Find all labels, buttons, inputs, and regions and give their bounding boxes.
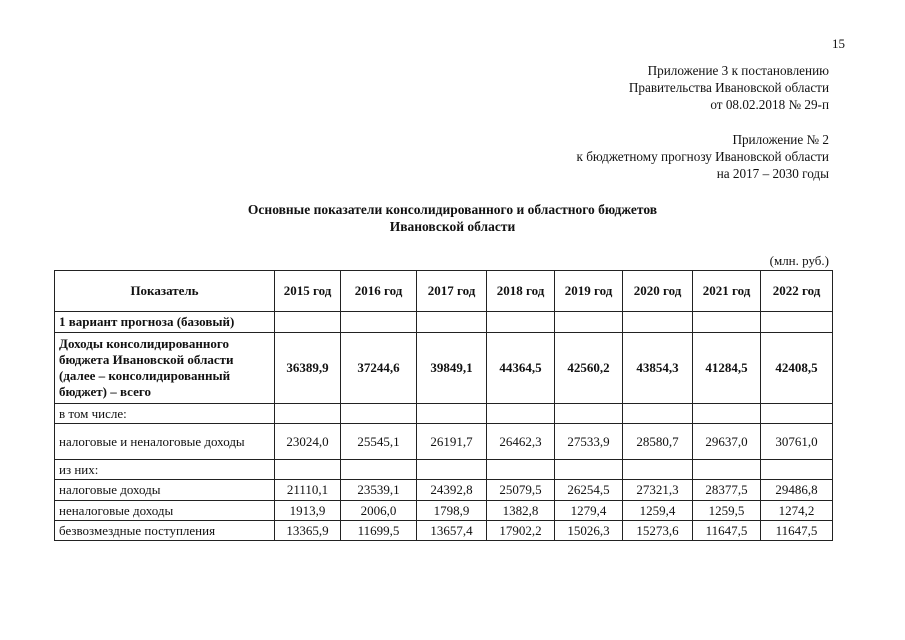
table-cell: 39849,1 [417, 333, 487, 404]
table-cell: 1913,9 [275, 501, 341, 521]
appendix-line: к бюджетному прогнозу Ивановской области [576, 149, 829, 164]
table-cell: 17902,2 [487, 521, 555, 541]
table-cell [417, 404, 487, 424]
table-row [55, 480, 833, 501]
table-cell: 27321,3 [623, 480, 693, 501]
table-cell: 26462,3 [487, 424, 555, 460]
table-cell: 24392,8 [417, 480, 487, 501]
table-cell: 1798,9 [417, 501, 487, 521]
table-cell: 27533,9 [555, 424, 623, 460]
row-label: в том числе: [55, 404, 275, 424]
column-header: 2022 год [761, 271, 833, 312]
title-line: Ивановской области [389, 219, 516, 234]
row-label: налоговые доходы [55, 480, 275, 501]
table-cell: 36389,9 [275, 333, 341, 404]
table-cell: 15273,6 [623, 521, 693, 541]
table-cell: 42408,5 [761, 333, 833, 404]
table-cell [341, 312, 417, 333]
table-row [55, 404, 833, 424]
column-header: 2018 год [487, 271, 555, 312]
title-line: Основные показатели консолидированного и областного бюджетов [247, 202, 658, 217]
column-header: 2020 год [623, 271, 693, 312]
table-cell [417, 460, 487, 480]
table-cell: 1279,4 [555, 501, 623, 521]
table-cell: 11647,5 [761, 521, 833, 541]
budget-table [54, 270, 833, 541]
table-cell [623, 460, 693, 480]
document-title [0, 201, 905, 235]
table-cell [761, 404, 833, 424]
table-row [55, 460, 833, 480]
column-header: 2021 год [693, 271, 761, 312]
table-cell: 15026,3 [555, 521, 623, 541]
table-cell: 13365,9 [275, 521, 341, 541]
column-header: Показатель [55, 271, 275, 312]
table-cell: 29486,8 [761, 480, 833, 501]
page-number: 15 [832, 36, 845, 51]
table-cell: 1382,8 [487, 501, 555, 521]
table-cell [341, 404, 417, 424]
row-label: Доходы консолидированного бюджета Ивановской области (далее – консолидированный бюджет) – всего [55, 333, 275, 404]
table-cell: 25079,5 [487, 480, 555, 501]
table-row [55, 501, 833, 521]
table-cell: 28377,5 [693, 480, 761, 501]
table-cell: 25545,1 [341, 424, 417, 460]
appendix-reference [629, 62, 829, 113]
table-cell [693, 460, 761, 480]
table-cell: 1259,5 [693, 501, 761, 521]
table-cell: 11647,5 [693, 521, 761, 541]
table-cell [341, 460, 417, 480]
table-cell [487, 460, 555, 480]
table-cell: 23024,0 [275, 424, 341, 460]
table-cell: 26191,7 [417, 424, 487, 460]
appendix-line: от 08.02.2018 № 29-п [710, 97, 829, 112]
row-label: налоговые и неналоговые доходы [55, 424, 275, 460]
table-cell: 26254,5 [555, 480, 623, 501]
table-cell: 43854,3 [623, 333, 693, 404]
appendix-line: Приложение № 2 [732, 132, 829, 147]
row-label: неналоговые доходы [55, 501, 275, 521]
table-row [55, 312, 833, 333]
column-header: 2017 год [417, 271, 487, 312]
table-cell: 37244,6 [341, 333, 417, 404]
table-cell: 42560,2 [555, 333, 623, 404]
table-cell: 1274,2 [761, 501, 833, 521]
table-cell [487, 404, 555, 424]
table-cell: 1259,4 [623, 501, 693, 521]
row-label: 1 вариант прогноза (базовый) [55, 312, 275, 333]
table-cell [623, 404, 693, 424]
table-cell [761, 312, 833, 333]
table-cell [275, 460, 341, 480]
table-cell [275, 404, 341, 424]
table-header-row [55, 271, 833, 312]
table-cell: 2006,0 [341, 501, 417, 521]
table-cell [761, 460, 833, 480]
table-cell: 21110,1 [275, 480, 341, 501]
table-cell: 28580,7 [623, 424, 693, 460]
table-cell: 23539,1 [341, 480, 417, 501]
row-label: из них: [55, 460, 275, 480]
table-cell: 13657,4 [417, 521, 487, 541]
table-cell [623, 312, 693, 333]
units-label: (млн. руб.) [769, 253, 829, 268]
table-row [55, 521, 833, 541]
table-cell: 41284,5 [693, 333, 761, 404]
table-cell [275, 312, 341, 333]
table-cell [693, 404, 761, 424]
table-cell: 44364,5 [487, 333, 555, 404]
column-header: 2019 год [555, 271, 623, 312]
table-cell [693, 312, 761, 333]
column-header: 2016 год [341, 271, 417, 312]
table-cell [487, 312, 555, 333]
table-row [55, 424, 833, 460]
column-header: 2015 год [275, 271, 341, 312]
row-label: безвозмездные поступления [55, 521, 275, 541]
appendix-line: на 2017 – 2030 годы [716, 166, 829, 181]
appendix-line: Приложение 3 к постановлению [647, 63, 829, 78]
table-row [55, 333, 833, 404]
table-cell: 11699,5 [341, 521, 417, 541]
table-cell: 30761,0 [761, 424, 833, 460]
appendix-line: Правительства Ивановской области [628, 80, 829, 95]
table-cell [555, 460, 623, 480]
table-cell: 29637,0 [693, 424, 761, 460]
table-cell [417, 312, 487, 333]
table-cell [555, 404, 623, 424]
table-cell [555, 312, 623, 333]
forecast-appendix-reference [577, 131, 829, 182]
